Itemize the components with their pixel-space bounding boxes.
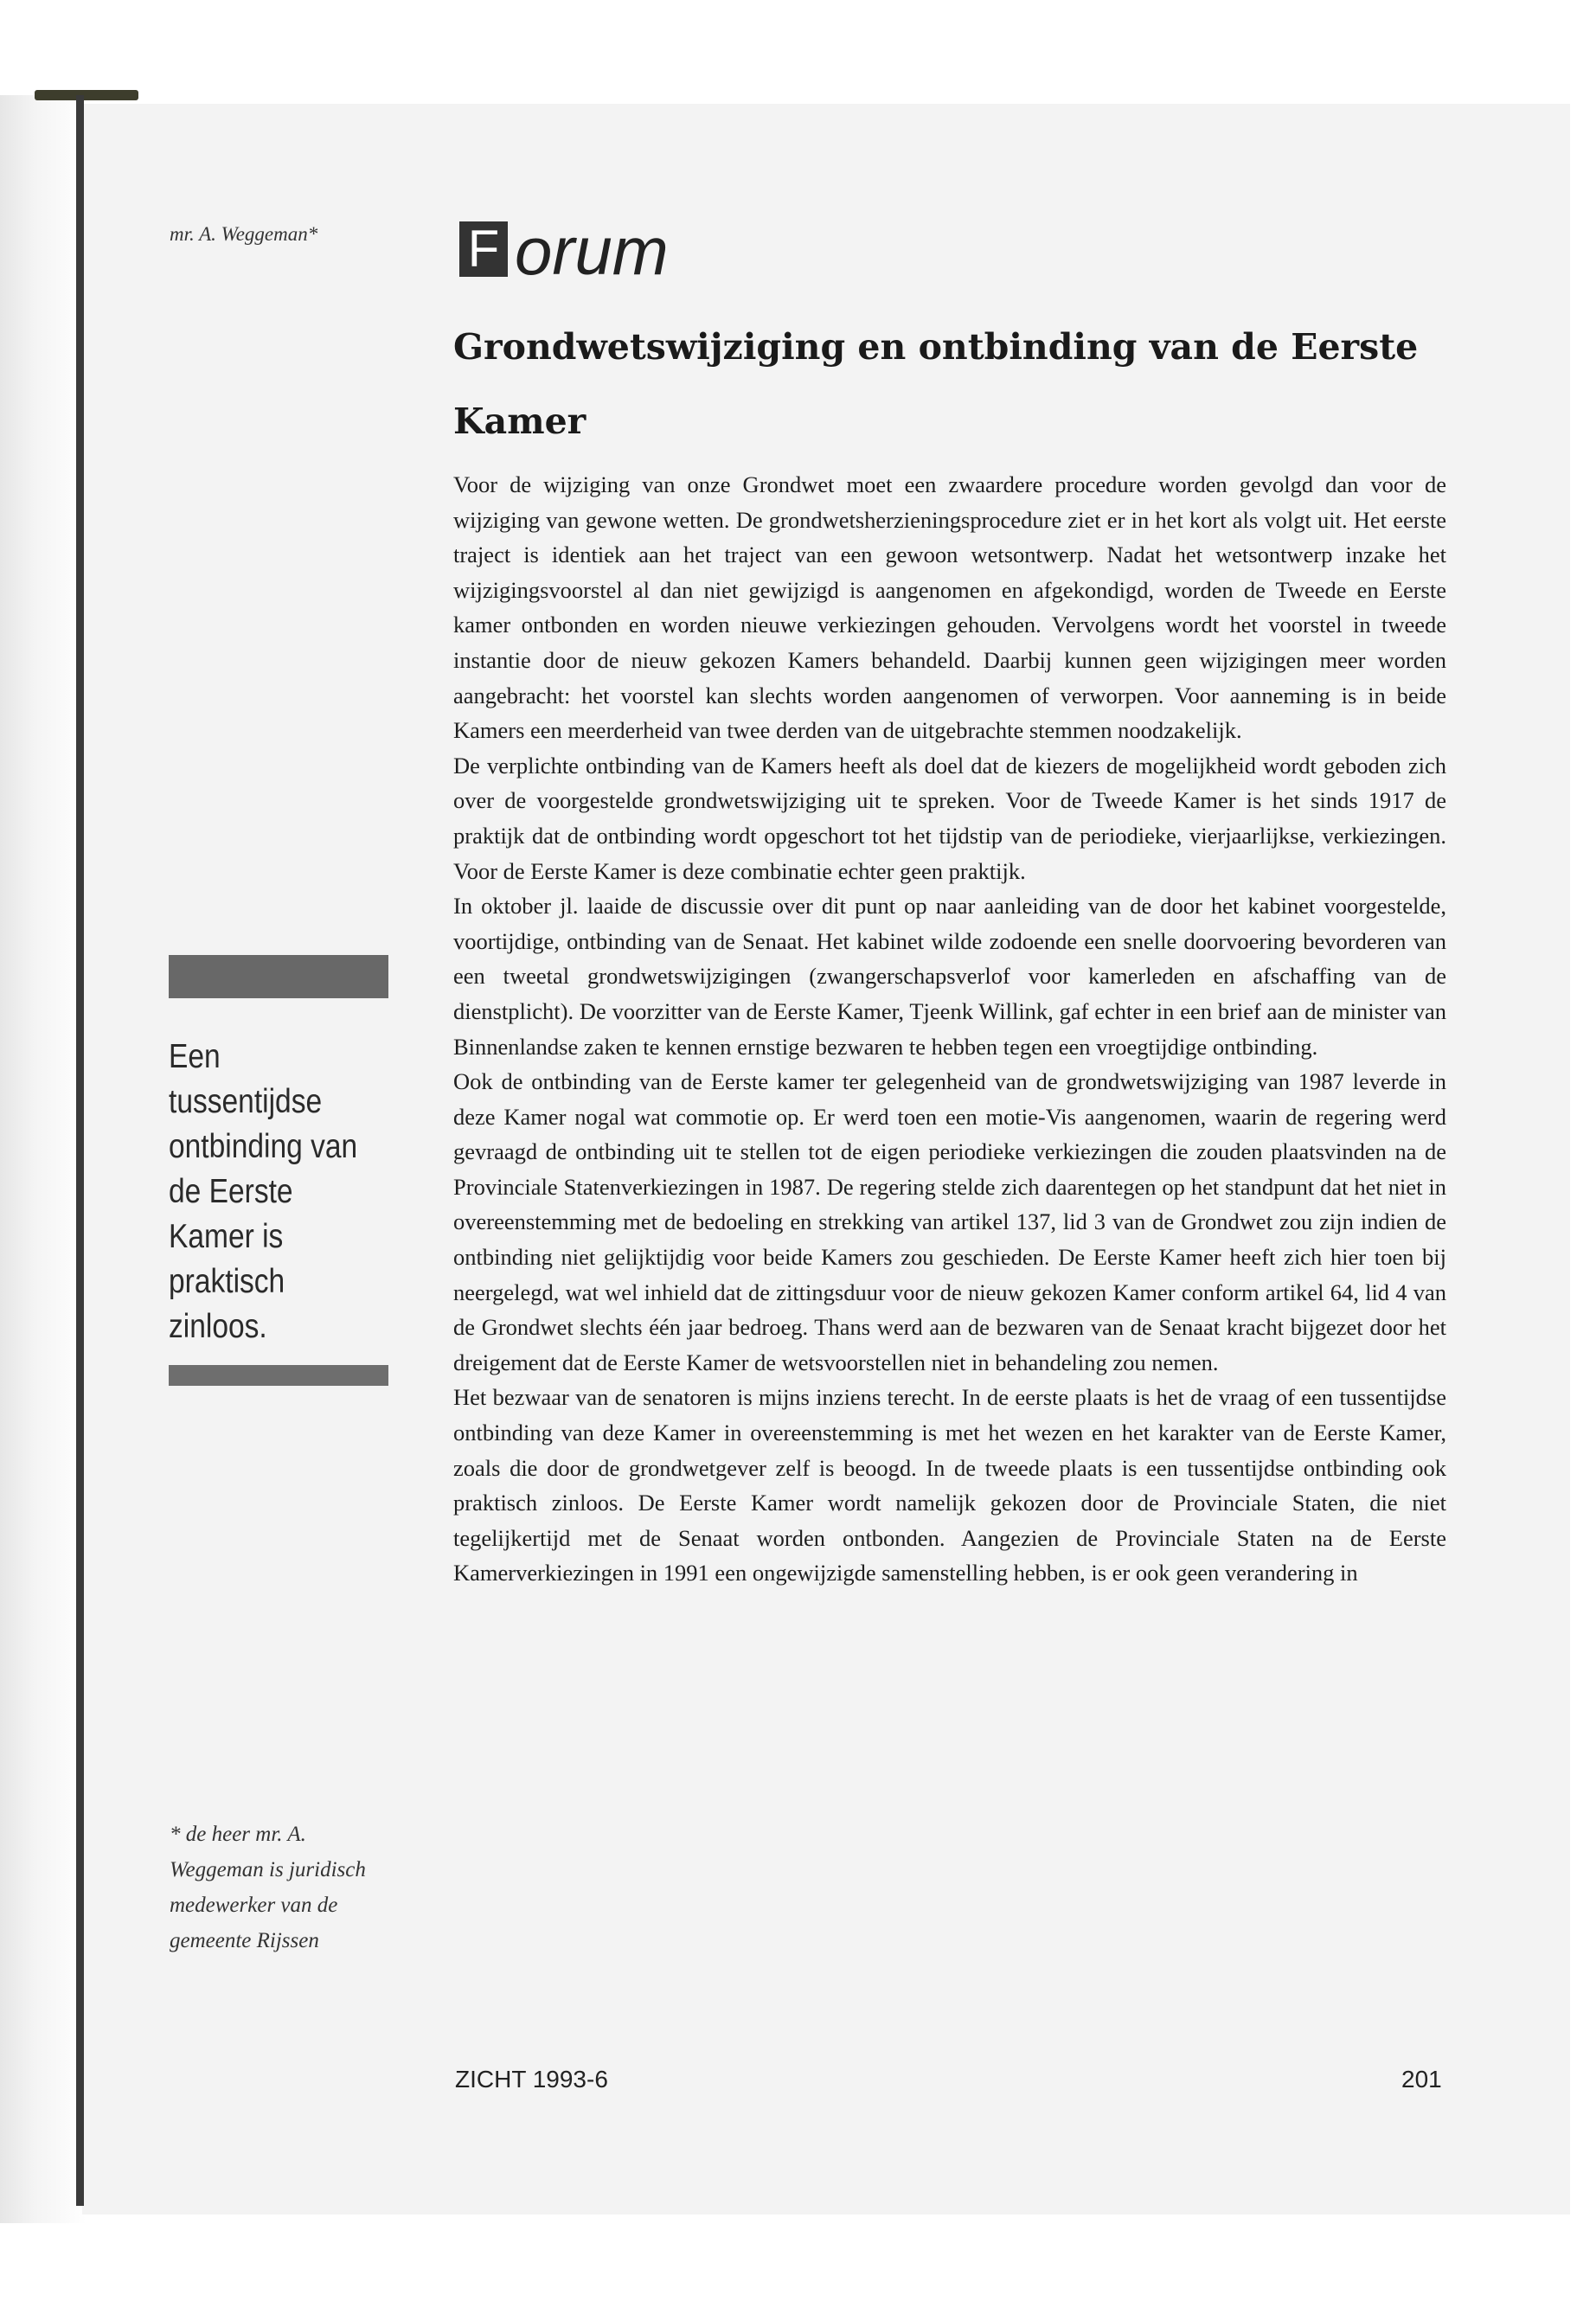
paragraph: Ook de ontbinding van de Eerste kamer ter gelegenheid van de grondwetswijziging van 1987 leverde in deze Kamer nogal wat commotie op. Er werd toen een motie-Vis aangenomen, waarin de regering werd gevraagd de ontbinding uit te stellen tot de eigen periodieke verkiezingen die zouden plaatsvinden na de Provinciale Statenverkiezingen in 1987. De regering stelde zich daarentegen op het standpunt dat het niet in overeenstemming met de bedoeling en strekking van artikel 137, lid 3 van de Grondwet zou zijn indien de ontbinding niet gelijktijdig voor beide Kamers zou geschieden. De Eerste Kamer heeft zich hier toen bij neergelegd, wat wel inhield dat de zittingsduur voor de nieuw gekozen Kamer conform artikel 64, lid 4 van de Grondwet slechts één jaar bedroeg. Thans werd aan de bezwaren van de Senaat kracht bijgezet door het dreigement dat de Eerste Kamer de wetsvoorstellen niet in behandeling zou nemen. (453, 1068, 1446, 1375)
author-footnote: * de heer mr. A. Weggeman is juridisch medewerker van de gemeente Rijssen (170, 1823, 366, 1952)
page-number: 201 (1401, 2066, 1442, 2093)
paragraph: Het bezwaar van de senatoren is mijns inziens terecht. In de eerste plaats is het de vraag of een tussentijdse ontbinding van deze Kamer in overeenstemming is met het wezen en het karakter van de Eerste Kamer, zoals die door de grondwetgever zelf is beoogd. In de tweede plaats is een tussentijdse ontbinding ook praktisch zinloos. De Eerste Kamer wordt namelijk gekozen door de Provinciale Staten, die niet tegelijkertijd met de Senaat worden ontbonden. Aangezien de Provinciale Staten na de Eerste Kamerverkiezingen in 1991 een ongewijzigde samenstelling hebben, is er ook geen verandering in (453, 1384, 1446, 1586)
author-byline: mr. A. Weggeman* (170, 223, 318, 245)
section-name: orum (515, 213, 669, 289)
page-shadow (0, 95, 87, 2223)
article-title: Grondwetswijziging en ontbinding van de Eerste Kamer (453, 326, 1419, 442)
journal-issue: ZICHT 1993-6 (455, 2066, 608, 2093)
section-initial: F (459, 221, 508, 277)
paragraph: De verplichte ontbinding van de Kamers heeft als doel dat de kiezers de mogelijkheid wordt geboden zich over de voorgestelde grondwetswijziging uit te spreken. Voor de Tweede Kamer is het sinds 1917 de praktijk dat de ontbinding wordt opgeschort tot het tijdstip van de periodieke, vierjaarlijkse, verkiezingen. Voor de Eerste Kamer is deze combinatie echter geen praktijk. (453, 752, 1446, 884)
paragraph: In oktober jl. laaide de discussie over dit punt op naar aanleiding van de door het kabinet voorgestelde, voortijdige, ontbinding van de Senaat. Het kabinet wilde zodoende een snelle doorvoering bevorderen van een tweetal grondwetswijzigingen (zwangerschapsverlof voor kamerleden en afschaffing van de dienstplicht). De voorzitter van de Eerste Kamer, Tjeenk Willink, gaf echter in een brief aan de minister van Binnenlandse zaken te kennen ernstige bezwaren te hebben tegen een vroegtijdige ontbinding. (453, 893, 1446, 1060)
pull-quote: Een tussentijdse ontbinding van de Eerste Kamer is praktisch zinloos. (169, 1038, 358, 1345)
binding-clip (35, 90, 138, 100)
pull-quote-bar-bottom (169, 1365, 388, 1386)
paragraph: Voor de wijziging van onze Grondwet moet een zwaardere procedure worden gevolgd dan voor de wijziging van gewone wetten. De grondwetsherzieningsprocedure ziet er in het kort als volgt uit. Het eerste traject is identiek aan het traject van een gewoon wetsontwerp. Nadat het wetsontwerp inzake het wijzigingsvoorstel al dan niet gewijzigd is aangenomen en afgekondigd, worden de Tweede en Eerste kamer ontbonden en worden nieuwe verkiezingen gehouden. Vervolgens wordt het voorstel in tweede instantie door de nieuw gekozen Kamers behandeld. Daarbij kunnen geen wijzigingen meer worden aangebracht: het voorstel kan slechts worden aangenomen of verworpen. Voor aanneming is in beide Kamers een meerderheid van twee derden van de uitgebrachte stemmen noodzakelijk. (453, 471, 1446, 744)
article-body (453, 467, 1446, 1591)
page-spine (76, 95, 84, 2206)
pull-quote-bar-top (169, 955, 388, 998)
section-heading (459, 208, 669, 294)
